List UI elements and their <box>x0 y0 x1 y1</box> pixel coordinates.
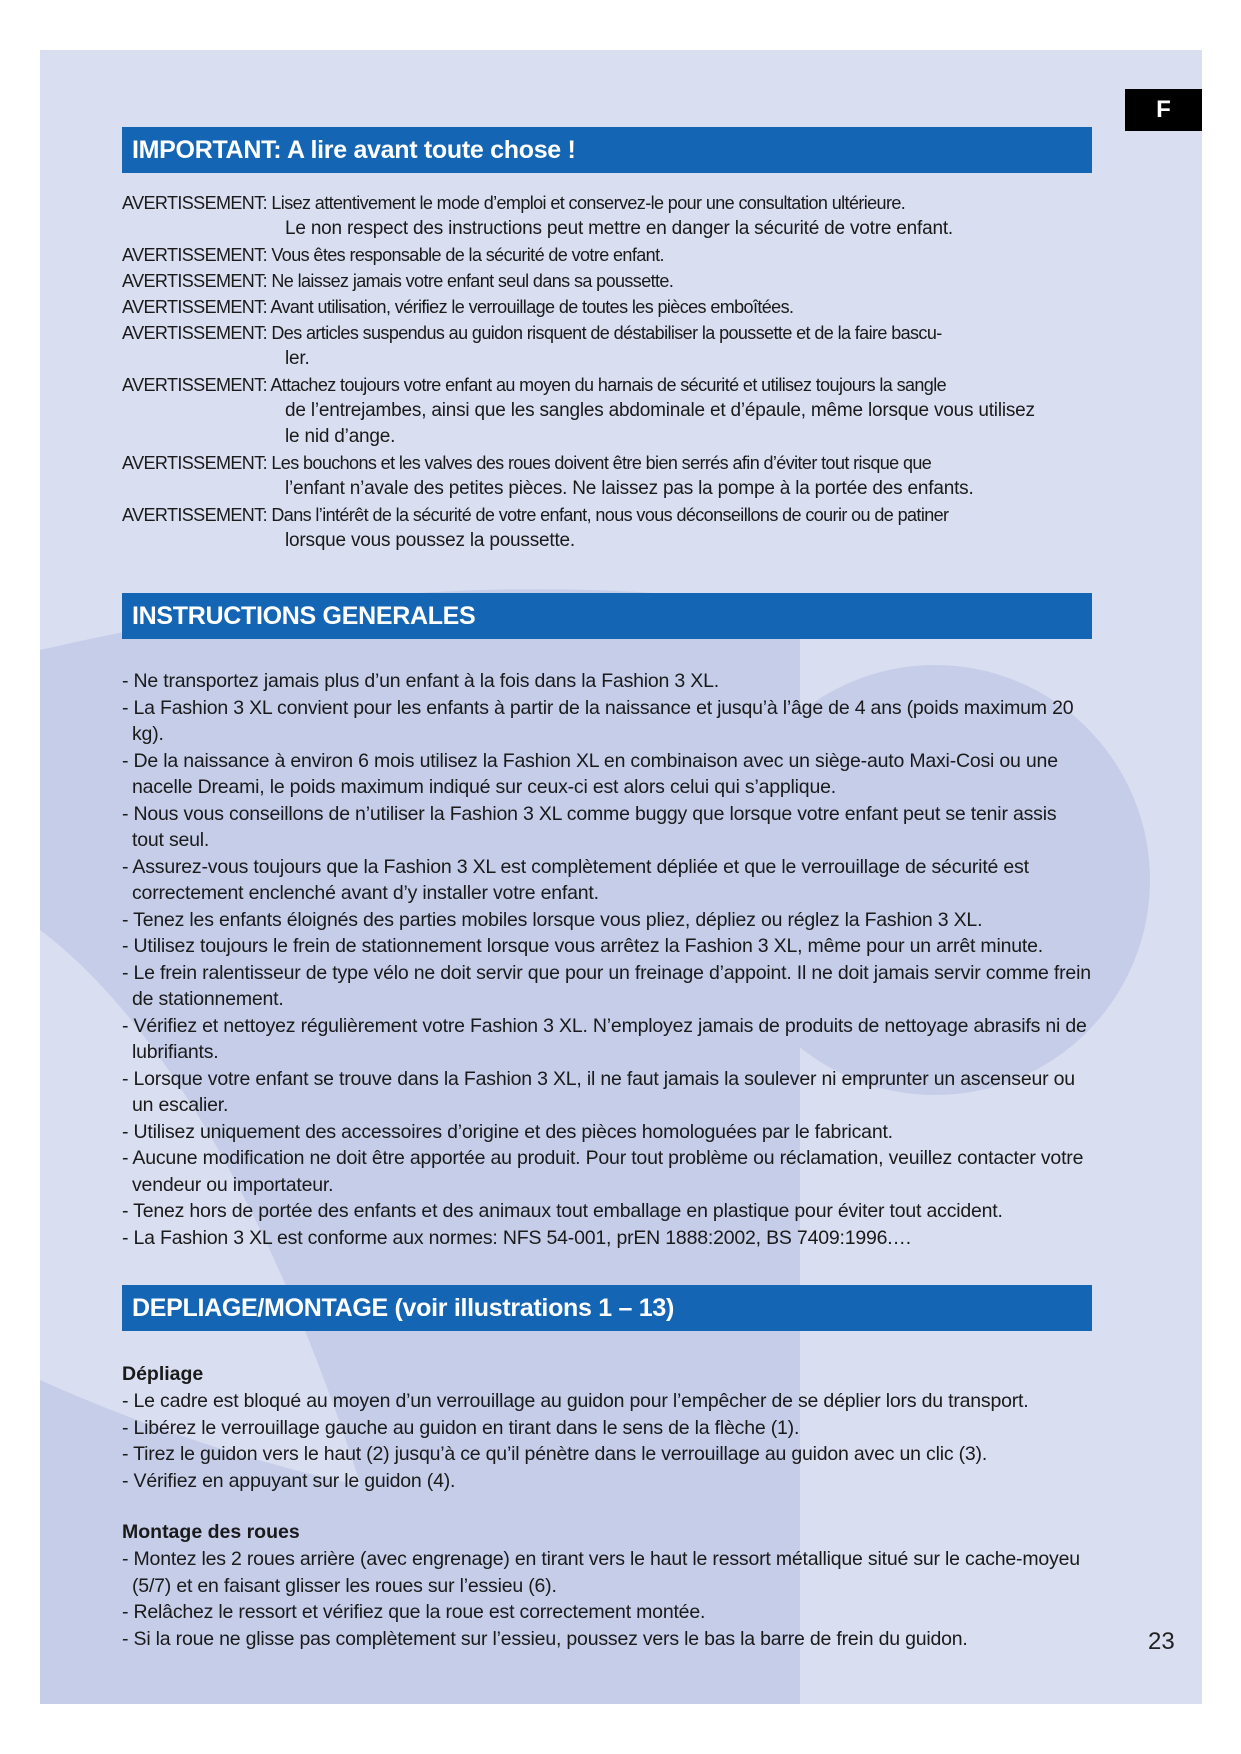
warning-line <box>122 268 1102 294</box>
list-item: - Lorsque votre enfant se trouve dans la Fashion 3 XL, il ne faut jamais la soulever ni emprunter un ascenseur ou un escalier. <box>122 1067 1075 1116</box>
warning-label: AVERTISSEMENT: <box>122 453 267 473</box>
list-item: - Vérifiez et nettoyez régulièrement votre Fashion 3 XL. N’employez jamais de produits de nettoyage abrasifs ni de lubrifiants. <box>122 1014 1087 1063</box>
list-item: - Le cadre est bloqué au moyen d’un verrouillage au guidon pour l’empêcher de se déplier lors du transport. <box>122 1390 1029 1412</box>
list-item: - Montez les 2 roues arrière (avec engrenage) en tirant vers le haut le ressort métallique situé sur le cache-moyeu (5/7) et en faisant glisser les roues sur l’essieu (6). <box>122 1548 1080 1597</box>
list-item: - Ne transportez jamais plus d’un enfant à la fois dans la Fashion 3 XL. <box>122 670 719 692</box>
warning-text: Avant utilisation, vérifiez le verrouillage de toutes les pièces emboîtées. <box>270 297 794 317</box>
list-item: - Assurez-vous toujours que la Fashion 3 XL est complètement dépliée et que le verrouillage de sécurité est correctement enclenché avant d’y installer votre enfant. <box>122 855 1029 904</box>
warning-continuation: lorsque vous poussez la poussette. <box>285 530 575 551</box>
list-item: - Tenez hors de portée des enfants et des animaux tout emballage en plastique pour éviter tout accident. <box>122 1200 1003 1222</box>
wheels-list <box>122 1546 1092 1652</box>
warning-label: AVERTISSEMENT: <box>122 505 267 525</box>
warning-label: AVERTISSEMENT: <box>122 323 267 343</box>
warning-text: Lisez attentivement le mode d’emploi et conservez-le pour une consultation ultérieure. <box>271 193 906 213</box>
warning-line <box>122 502 1102 528</box>
list-item: - Aucune modification ne doit être apportée au produit. Pour tout problème ou réclamation, veuillez contacter votre vendeur ou importateur. <box>122 1147 1084 1196</box>
warning-line <box>122 320 1102 346</box>
important-section-title: IMPORTANT: A lire avant toute chose ! <box>122 127 1092 173</box>
warning-continuation: l’enfant n’avale des petites pièces. Ne laissez pas la pompe à la portée des enfants. <box>285 478 974 499</box>
list-item: - Le frein ralentisseur de type vélo ne doit servir que pour un freinage d’appoint. Il ne doit jamais servir comme frein de stationnement. <box>122 961 1091 1010</box>
warning-label: AVERTISSEMENT: <box>122 271 267 291</box>
warning-label: AVERTISSEMENT: <box>122 245 267 265</box>
warning-text: Les bouchons et les valves des roues doivent être bien serrés afin d’éviter tout risque que <box>271 453 932 473</box>
warnings-list <box>122 190 1102 554</box>
warning-text: Dans l’intérêt de la sécurité de votre enfant, nous vous déconseillons de courir ou de patiner <box>271 505 949 525</box>
list-item: - Utilisez uniquement des accessoires d’origine et des pièces homologuées par le fabricant. <box>122 1120 893 1143</box>
unfolding-list <box>122 1388 1092 1494</box>
list-item: - Vérifiez en appuyant sur le guidon (4). <box>122 1469 456 1492</box>
unfolding-heading: Dépliage <box>122 1363 204 1385</box>
warning-label: AVERTISSEMENT: <box>122 297 267 317</box>
warning-text: Des articles suspendus au guidon risquent de déstabiliser la poussette et de la faire bascu- <box>271 323 942 343</box>
warning-continuation: de l’entrejambes, ainsi que les sangles abdominale et d’épaule, même lorsque vous utilisez <box>285 400 1035 421</box>
wheels-heading: Montage des roues <box>122 1521 300 1543</box>
list-item: - Nous vous conseillons de n’utiliser la Fashion 3 XL comme buggy que lorsque votre enfant peut se tenir assis tout seul. <box>122 802 1057 851</box>
warning-text: Vous êtes responsable de la sécurité de votre enfant. <box>271 245 664 265</box>
list-item: - Si la roue ne glisse pas complètement sur l’essieu, poussez vers le bas la barre de frein du guidon. <box>122 1627 968 1650</box>
page-number: 23 <box>1148 1628 1175 1655</box>
assembly-section-title: DEPLIAGE/MONTAGE (voir illustrations 1 – 13) <box>122 1285 1092 1331</box>
warning-label: AVERTISSEMENT: <box>122 375 267 395</box>
list-item: - De la naissance à environ 6 mois utilisez la Fashion XL en combinaison avec un siège-auto Maxi-Cosi ou une nacelle Dreami, le poids maximum indiqué sur ceux-ci est alors celui qui s’applique. <box>122 749 1058 798</box>
warning-line <box>122 372 1102 398</box>
language-tab: F <box>1125 89 1202 131</box>
warning-text: Ne laissez jamais votre enfant seul dans sa poussette. <box>271 271 674 291</box>
warning-label: AVERTISSEMENT: <box>122 193 267 213</box>
warning-line <box>122 294 1102 320</box>
general-instructions-list <box>122 668 1092 1251</box>
warning-text: Attachez toujours votre enfant au moyen du harnais de sécurité et utilisez toujours la sangle <box>270 375 947 395</box>
warning-continuation: le nid d’ange. <box>285 426 396 447</box>
warning-line <box>122 190 1102 216</box>
warning-continuation: ler. <box>285 348 310 369</box>
list-item: - Utilisez toujours le frein de stationnement lorsque vous arrêtez la Fashion 3 XL, même pour un arrêt minute. <box>122 935 1043 957</box>
assembly-content <box>122 1360 1092 1652</box>
warning-line <box>122 242 1102 268</box>
list-item: - Tirez le guidon vers le haut (2) jusqu’à ce qu’il pénètre dans le verrouillage au guidon avec un clic (3). <box>122 1443 988 1465</box>
list-item: - Relâchez le ressort et vérifiez que la roue est correctement montée. <box>122 1601 706 1623</box>
list-item: - La Fashion 3 XL convient pour les enfants à partir de la naissance et jusqu’à l’âge de 4 ans (poids maximum 20 kg). <box>122 696 1074 745</box>
list-item: - Libérez le verrouillage gauche au guidon en tirant dans le sens de la flèche (1). <box>122 1416 800 1439</box>
general-instructions-title: INSTRUCTIONS GENERALES <box>122 593 1092 639</box>
list-item: - La Fashion 3 XL est conforme aux normes: NFS 54-001, prEN 1888:2002, BS 7409:1996.… <box>122 1226 912 1249</box>
list-item: - Tenez les enfants éloignés des parties mobiles lorsque vous pliez, dépliez ou réglez la Fashion 3 XL. <box>122 908 983 931</box>
warning-line <box>122 450 1102 476</box>
warning-continuation: Le non respect des instructions peut mettre en danger la sécurité de votre enfant. <box>285 218 954 239</box>
